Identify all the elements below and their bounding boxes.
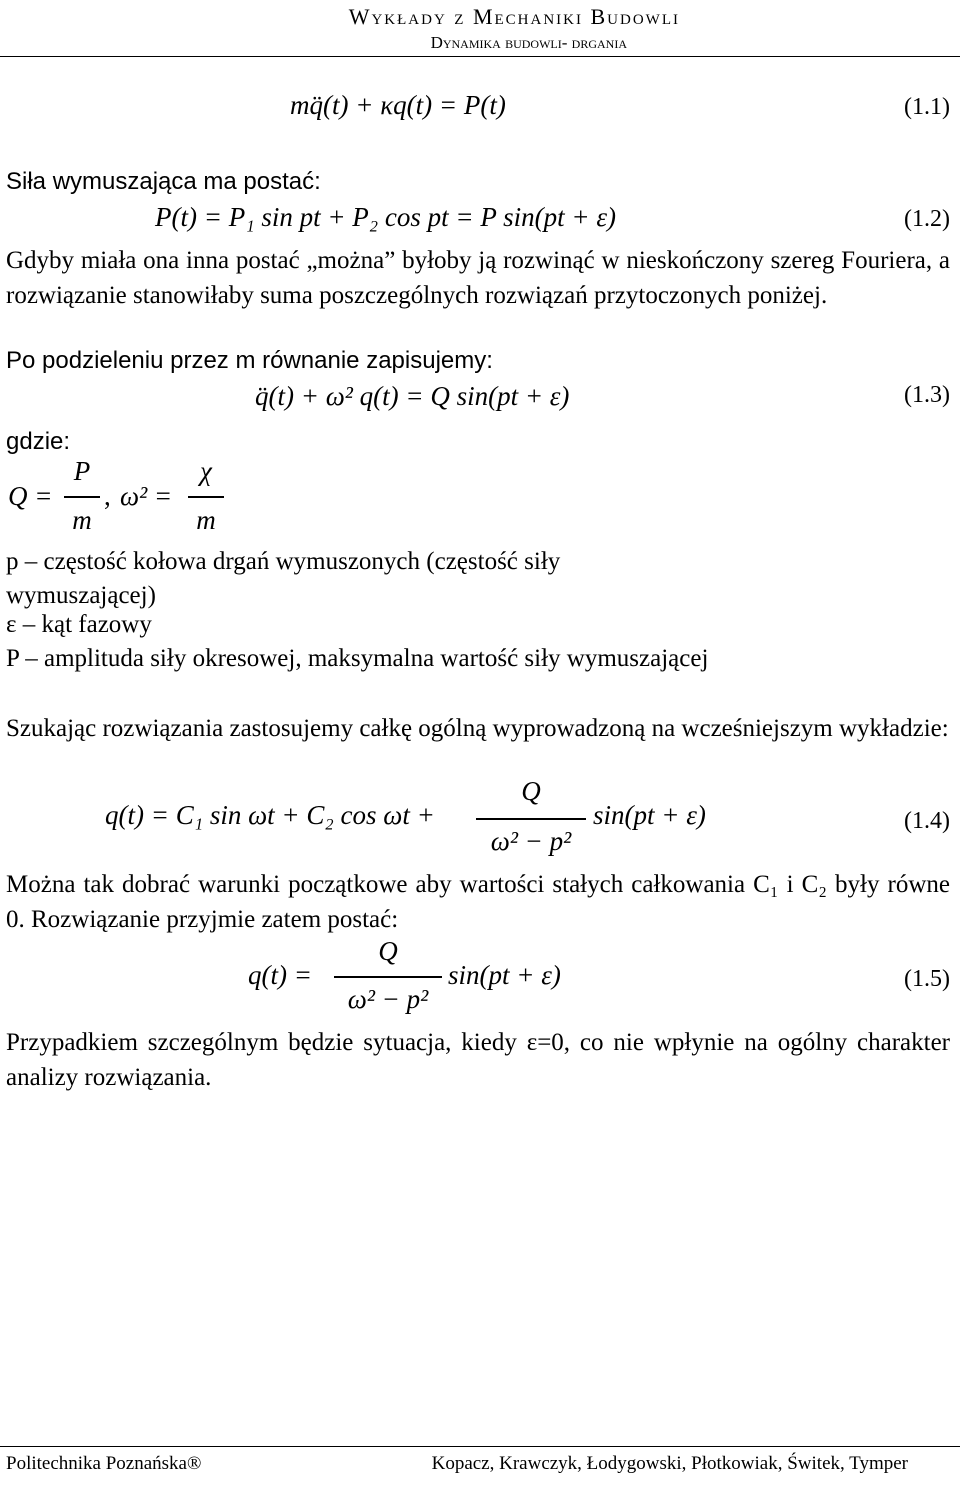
equation-1-5-denominator: ω² − p² [347, 984, 429, 1014]
definition-omega-lhs: ω² = [120, 481, 173, 511]
description-epsilon: ε – kąt fazowy [6, 611, 152, 638]
header-subtitle: Dynamika budowli- drgania [430, 33, 627, 52]
paragraph-general-solution: Szukając rozwiązania zastosujemy całkę ogólną wyprowadzoną na wcześniejszym wykładzie: [6, 715, 949, 742]
equation-number-1-2: (1.2) [904, 206, 950, 232]
equation-number-1-4: (1.4) [904, 808, 950, 834]
footer-rule [0, 1446, 960, 1447]
equation-1-4-lhs: q(t) = C₁ sin ωt + C₂ cos ωt + [105, 800, 435, 830]
equation-number-1-1: (1.1) [904, 94, 950, 120]
header-rule [0, 56, 960, 57]
definition-Q-lhs: Q = [8, 481, 53, 511]
definition-Q-denominator: m [72, 505, 92, 535]
footer-left: Politechnika Poznańska® [6, 1453, 202, 1474]
equation-1-4-fraction-bar [476, 818, 586, 820]
paragraph-initial-conditions: Można tak dobrać warunki początkowe aby wartości stałych całkowania C₁ i C₂ były równe 0. Rozwiązanie przyjmie zatem postać: [6, 871, 950, 933]
equation-1-5-numerator: Q [378, 936, 398, 966]
header-title: Wykłady z Mechaniki Budowli [348, 4, 680, 29]
equation-1-5-rhs: sin(pt + ε) [448, 960, 561, 990]
equation-1-1: mq̈(t) + κq(t) = P(t) [290, 90, 506, 120]
definition-omega-numerator: χ [200, 456, 212, 486]
definition-separator: , [104, 481, 111, 511]
equation-1-4-denominator: ω² − p² [490, 826, 572, 856]
description-p: p – częstość kołowa drgań wymuszonych (częstość siły wymuszającej) [6, 548, 561, 609]
equation-1-4-rhs: sin(pt + ε) [593, 800, 706, 830]
equation-1-2: P(t) = P₁ sin pt + P₂ cos pt = P sin(pt + ε) [155, 202, 617, 232]
definition-omega-denominator: m [196, 505, 216, 535]
paragraph-divide-by-m: Po podzieleniu przez m równanie zapisujemy: [6, 347, 493, 374]
definition-omega-fraction-bar [188, 496, 224, 498]
footer-right: Kopacz, Krawczyk, Łodygowski, Płotkowiak, Świtek, Tymper [431, 1453, 908, 1474]
definition-Q-numerator: P [73, 456, 91, 486]
equation-1-4-numerator: Q [521, 776, 541, 806]
paragraph-fourier: Gdyby miała ona inna postać „można” byłoby ją rozwinąć w nieskończony szereg Fouriera, a rozwiązanie stanowiłaby suma poszczególnych rozwiązań przytoczonych poniżej. [6, 247, 950, 309]
paragraph-force-form: Siła wymuszająca ma postać: [6, 168, 321, 195]
paragraph-special-case: Przypadkiem szczególnym będzie sytuacja, kiedy ε=0, co nie wpłynie na ogólny charakter analizy rozwiązania. [6, 1029, 950, 1091]
definition-Q-fraction-bar [64, 496, 100, 498]
equation-1-5-lhs: q(t) = [248, 960, 312, 990]
equation-1-5-fraction-bar [334, 976, 442, 978]
description-P: P – amplituda siły okresowej, maksymalna wartość siły wymuszającej [6, 645, 709, 672]
equation-number-1-3: (1.3) [904, 382, 950, 408]
equation-number-1-5: (1.5) [904, 966, 950, 992]
equation-1-3: q̈(t) + ω² q(t) = Q sin(pt + ε) [255, 381, 570, 411]
where-label: gdzie: [6, 428, 71, 455]
